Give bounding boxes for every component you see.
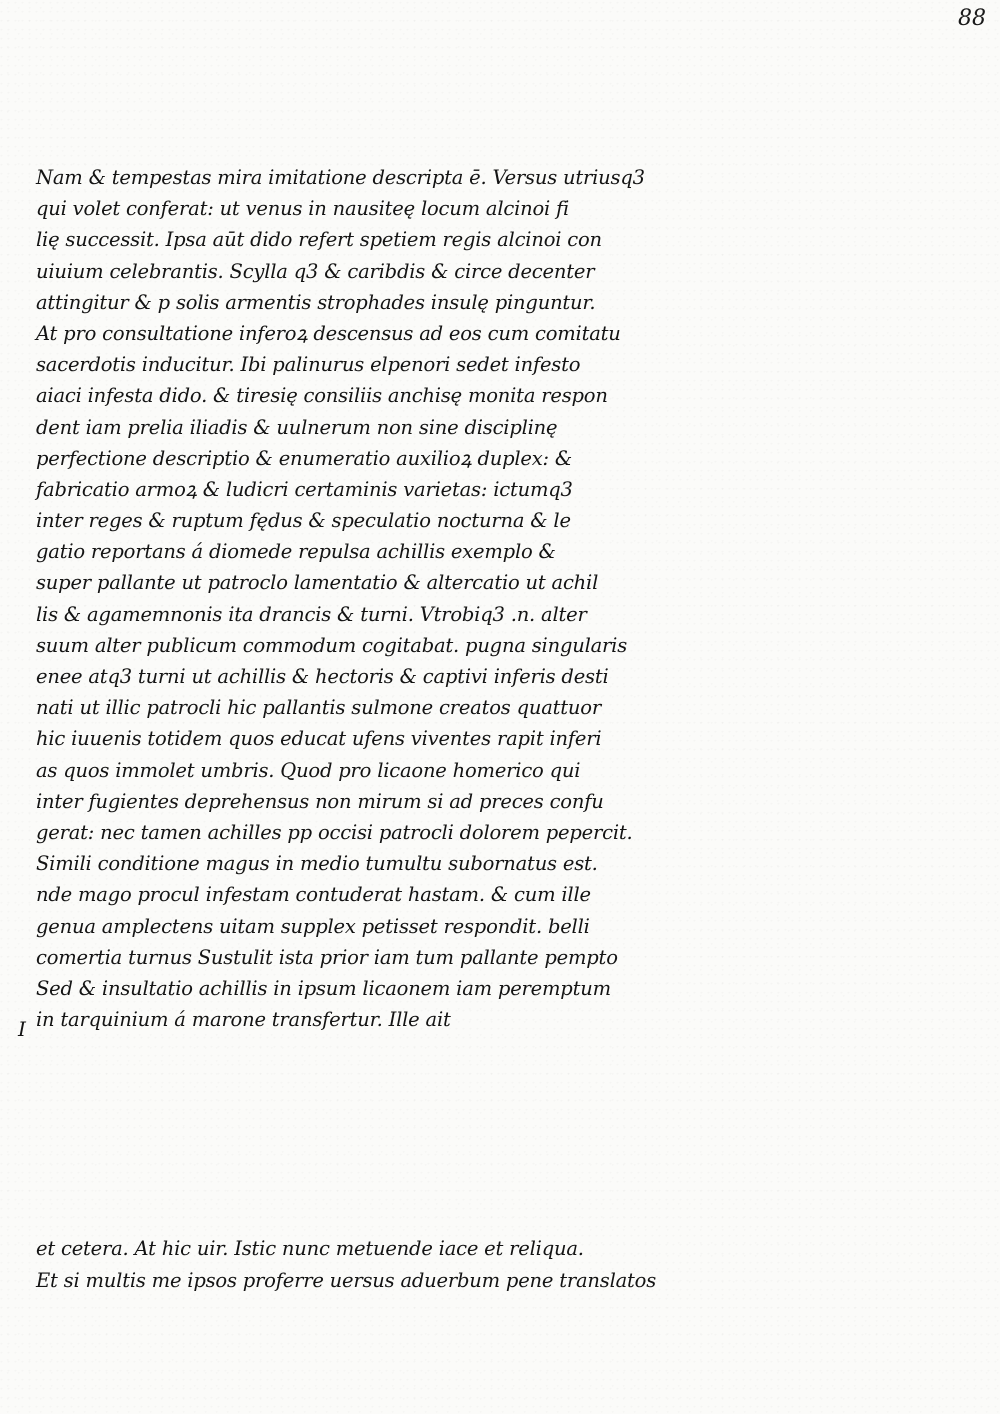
text-line: hic iuuenis totidem quos educat ufens viventes rapit inferi — [36, 727, 602, 751]
text-line: enee atq3 turni ut achillis & hectoris & captivi inferis desti — [36, 665, 609, 688]
text-line: lię successit. Ipsa aūt dido refert spetiem regis alcinoi con — [36, 228, 602, 252]
text-line: super pallante ut patroclo lamentatio & altercatio ut achil — [36, 571, 599, 595]
text-line: perfectione descriptio & enumeratio auxilioꝝ duplex: & — [36, 446, 573, 470]
text-line: inter fugientes deprehensus non mirum si ad preces confu — [36, 789, 604, 813]
text-line: genua amplectens uitam supplex petisset respondit. belli — [36, 914, 590, 938]
main-text-block — [36, 162, 736, 1035]
text-line: suum alter publicum commodum cogitabat. pugna singularis — [36, 633, 628, 657]
text-line: et cetera. At hic uir. Istic nunc metuende iace et reliqua. — [36, 1237, 584, 1260]
text-line: nati ut illic patrocli hic pallantis sulmone creatos quattuor — [36, 696, 601, 720]
marginal-initial: I — [18, 1017, 26, 1041]
text-line: lis & agamemnonis ita drancis & turni. Vtrobiq3 .n. alter — [36, 602, 587, 626]
text-line: sacerdotis inducitur. Ibi palinurus elpenori sedet infesto — [36, 353, 581, 377]
text-line: gatio reportans á diomede repulsa achillis exemplo & — [36, 540, 556, 564]
text-line: comertia turnus Sustulit ista prior iam tum pallante pempto — [36, 945, 618, 969]
text-line: aiaci infesta dido. & tiresię consiliis anchisę monita respon — [36, 384, 608, 408]
folio-number: 88 — [958, 6, 986, 31]
final-text-block — [36, 1233, 736, 1297]
text-line: Simili conditione magus in medio tumultu subornatus est. — [36, 852, 598, 876]
text-line: nde mago procul infestam contuderat hastam. & cum ille — [36, 883, 591, 907]
text-line: in tarquinium á marone transfertur. Ille ait — [36, 1008, 451, 1032]
text-line: dent iam prelia iliadis & uulnerum non sine disciplinę — [36, 415, 558, 439]
text-line: gerat: nec tamen achilles pp occisi patrocli dolorem pepercit. — [36, 820, 633, 844]
text-line: fabricatio armoꝝ & ludicri certaminis varietas: ictumq3 — [36, 477, 573, 501]
text-line: At pro consultatione inferoꝝ descensus ad eos cum comitatu — [36, 321, 621, 345]
text-line: qui volet conferat: ut venus in nausiteę locum alcinoi fi — [36, 197, 570, 221]
text-line: Sed & insultatio achillis in ipsum licaonem iam peremptum — [36, 976, 611, 1000]
text-line: as quos immolet umbris. Quod pro licaone homerico qui — [36, 758, 581, 782]
text-line: Et si multis me ipsos proferre uersus aduerbum pene translatos — [36, 1269, 657, 1292]
text-line: attingitur & p solis armentis strophades insulę pinguntur. — [36, 290, 596, 314]
text-line: Nam & tempestas mira imitatione descripta ē. Versus utriusq3 — [36, 166, 645, 189]
text-line: inter reges & ruptum fędus & speculatio nocturna & le — [36, 509, 571, 533]
text-line: uiuium celebrantis. Scylla q3 & caribdis & circe decenter — [36, 259, 595, 283]
